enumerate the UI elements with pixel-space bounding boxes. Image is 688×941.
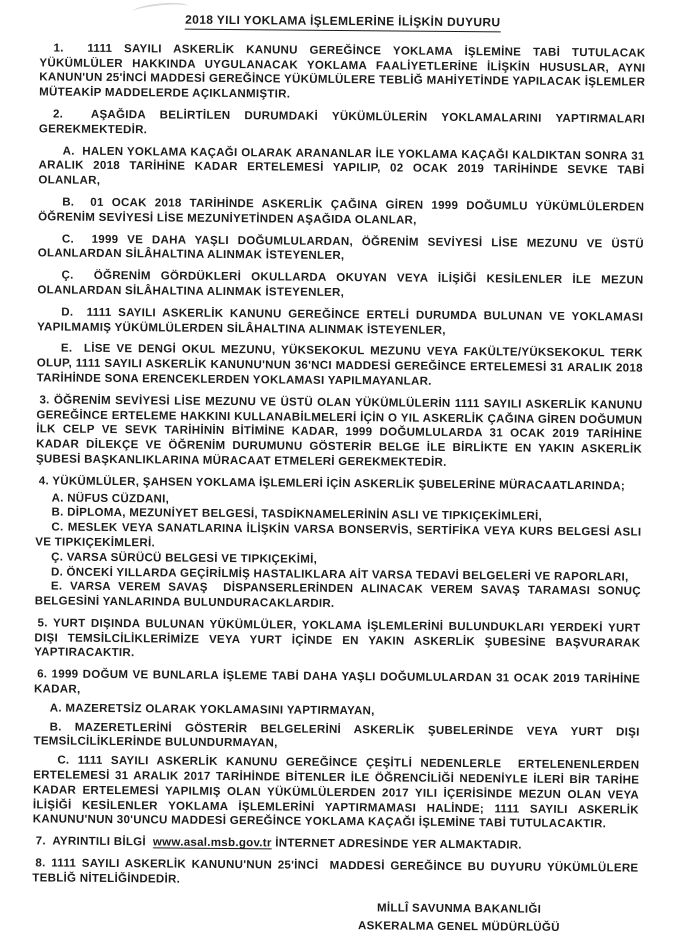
- list-item-2d: D. 1111 SAYILI ASKERLİK KANUNU GEREĞİNCE ERTELİ DURUMDA BULUNAN VE YOKLAMASI YAPILMAMIŞ YÜKÜMLÜLERDEN SİLÂHALTINA ALINMAK İSTEYENLER,: [37, 306, 644, 337]
- list-item-4e: E. VARSA VEREM SAVAŞ DİSPANSERLERİNDEN ALINACAK VEREM SAVAŞ TARAMASI SONUÇ BELGESİNİ YANLARINDA BULUNDURACAKLARDIR.: [34, 580, 641, 611]
- paragraph-3: 3. ÖĞRENİM SEVİYESİ LİSE MEZUNU VE ÜSTÜ OLAN YÜKÜMLÜLERİN 1111 SAYILI ASKERLİK KANUNU GEREĞİNCE ERTELEME HAKKINI KULLANABİLMELERİ İÇİN O YIL ASKERLİK ÇAĞINA GİREN DOĞUMUN İLK CELP VE SEVK TARİHİNİN BİTİMİNE KADAR, 1999 DOĞUMLULARDA 31 OCAK 2019 TARİHİNE KADAR DİLEKÇE VE ÖĞRENİM DURUMUNU GÖSTERİR BELGE İLE BİRLİKTE EN YAKIN ASKERLİK ŞUBESİ BAŞKANLIKLARINA MÜRACAAT ETMELERİ GEREKMEKTEDİR.: [35, 394, 643, 469]
- list-item-6b: B. MAZERETLERİNİ GÖSTERİR BELGELERİNİ ASKERLİK ŞUBELERİNDE VEYA YURT DIŞI TEMSİLCİLİKLERİNDE BULUNDURMAYAN,: [33, 721, 640, 750]
- paragraph-7-suffix: İNTERNET ADRESİNDE YER ALMAKTADIR.: [271, 837, 522, 852]
- list-item-4a: A. NÜFUS CÜZDANI,: [51, 491, 170, 506]
- list-item-2b: B. 01 OCAK 2018 TARİHİNDE ASKERLİK ÇAĞINA GİREN 1999 DOĞUMLU YÜKÜMLÜLERDEN ÖĞRENİM SEVİYESİ LİSE MEZUNİYETİNDEN AŞAĞIDA OLANLAR,: [38, 196, 645, 227]
- list-item-2a: A. HALEN YOKLAMA KAÇAĞI OLARAK ARANANLAR İLE YOKLAMA KAÇAĞI KALDIKTAN SONRA 31 ARALIK 2018 TARİHİNE KADAR ERTELEMESİ YAPILIP, 02 OCAK 2019 TARİHİNDE SEVKE TABİ OLANLAR,: [38, 145, 645, 188]
- list-item-4d: D. ÖNCEKİ YILLARDA GEÇİRİLMİŞ HASTALIKLARA AİT VARSA TEDAVİ BELGELERİ VE RAPORLARI,: [50, 565, 629, 584]
- document-title-text: 2018 YILI YOKLAMA İŞLEMLERİNE İLİŞKİN DUYURU: [185, 13, 500, 33]
- signature-directorate: ASKERALMA GENEL MÜDÜRLÜĞÜ: [357, 919, 560, 934]
- list-item-6a: A. MAZERETSİZ OLARAK YOKLAMASINI YAPTIRMAYAN,: [49, 702, 375, 718]
- list-item-6c: C. 1111 SAYILI ASKERLİK KANUNU GEREĞİNCE ÇEŞİTLİ NEDENLERLE ERTELENENLERDEN ERTELEMESİ 31 ARALIK 2017 TARİHİNDE BİTENLER İLE ÖĞRENCİLİĞİ NEDENİYLE İLERİ BİR TARİHE KADAR ERTELEMESİ YAPILMIŞ OLAN YÜKÜMLÜLERDEN 2017 YILI İÇERİSİNDE MEZUN OLAN VEYA İLİŞİĞİ KESİLENLER YOKLAMA İŞLEMLERİNİ YAPTIRMAMASI HALİNDE; 1111 SAYILI ASKERLİK KANUNU'NUN 30'UNCU MADDESİ GEREĞİNCE YOKLAMA KAÇAĞI İŞLEMİNE TABİ TUTULACAKTIR.: [32, 754, 640, 831]
- list-item-2e: E. LİSE VE DENGİ OKUL MEZUNU, YÜKSEKOKUL MEZUNU VEYA FAKÜLTE/YÜKSEKOKUL TERK OLUP, 1111 SAYILI ASKERLİK KANUNU'NUN 36'NCI MADDESİ GEREĞİNCE ERTELEMESİ 31 ARALIK 2018 TARİHİNDE SONA ERENCEKLERDEN YOKLAMASI YAPILMAYANLAR.: [36, 342, 643, 388]
- list-item-2c: C. 1999 VE DAHA YAŞLI DOĞUMLULARDAN, ÖĞRENİM SEVİYESİ LİSE MEZUNU VE ÜSTÜ OLANLARDAN SİLÂHALTINA ALINMAK İSTEYENLER,: [37, 233, 644, 263]
- paragraph-6-intro: 6. 1999 DOĞUM VE BUNLARLA İŞLEME TABİ DAHA YAŞLI DOĞUMLULARDAN 31 OCAK 2019 TARİHİNE KADAR,: [33, 668, 641, 696]
- document-title: [40, 11, 646, 33]
- paragraph-2-intro: 2. AŞAĞIDA BELİRTİLEN DURUMDAKİ YÜKÜMLÜLERİN YOKLAMALARINI YAPTIRMALARI GEREKMEKTEDİR.: [38, 108, 646, 137]
- paragraph-7-prefix: 7. AYRINTILI BİLGİ: [35, 835, 153, 849]
- paragraph-5: 5. YURT DIŞINDA BULUNAN YÜKÜMLÜLER, YOKLAMA İŞLEMLERİNİ BULUNDUKLARI YERDEKİ YURT DIŞI TEMSİLCİLİKLERİMİZE VEYA YURT İÇİNDE EN YAKIN ASKERLİK ŞUBESİNE BAŞVURARAK YAPTIRACAKTIR.: [34, 617, 641, 660]
- list-item-4b: B. DİPLOMA, MEZUNİYET BELGESİ, TASDİKNAMELERİNİN ASLI VE TIPKIÇEKİMLERİ,: [51, 506, 543, 524]
- list-item-4c: C. MESLEK VEYA SANATLARINA İLİŞKİN VARSA BONSERVİS, SERTİFİKA VEYA KURS BELGESİ ASLI VE TIPKIÇEKİMLERİ.: [35, 521, 642, 550]
- paragraph-8: 8. 1111 SAYILI ASKERLİK KANUNU'NUN 25'İNCİ MADDESİ GEREĞİNCE BU DUYURU YÜKÜMLÜLERE TEBLİĞ NİTELİĞİNDEDİR.: [32, 857, 639, 886]
- paragraph-4-intro: 4. YÜKÜMLÜLER, ŞAHSEN YOKLAMA İŞLEMLERİ İÇİN ASKERLİK ŞUBELERİNE MÜRACAATLARINDA;: [38, 475, 626, 493]
- signature-ministry: MİLLÎ SAVUNMA BAKANLIĞI: [376, 901, 542, 916]
- url-link: www.asal.msb.gov.tr: [152, 836, 272, 850]
- signature-block: [334, 901, 584, 936]
- list-item-2c-cedilla: Ç. ÖĞRENİM GÖRDÜKLERİ OKULLARDA OKUYAN VEYA İLİŞİĞİ KESİLENLER İLE MEZUN OLANLARDAN SİLÂHALTINA ALINMAK İSTEYENLER,: [37, 269, 644, 299]
- list-item-4c-cedilla: Ç. VARSA SÜRÜCÜ BELGESİ VE TIPKIÇEKİMİ,: [51, 551, 318, 566]
- paragraph-7: [33, 835, 639, 855]
- paragraph-1: 1. 1111 SAYILI ASKERLİK KANUNU GEREĞİNCE YOKLAMA İŞLEMİNE TABİ TUTULACAK YÜKÜMLÜLER HAKKINDA UYGULANACAK YOKLAMA FAALİYETLERİNE İLİŞKİN HUSUSLAR, AYNI KANUN'UN 25'İNCİ MADDESİ GEREĞİNCE YÜKÜMLÜLERE TEBLİĞ MAHİYETİNDE YAPILACAK İŞLEMLER MÜTEAKİP MADDELERDE AÇIKLANMIŞTIR.: [39, 42, 646, 101]
